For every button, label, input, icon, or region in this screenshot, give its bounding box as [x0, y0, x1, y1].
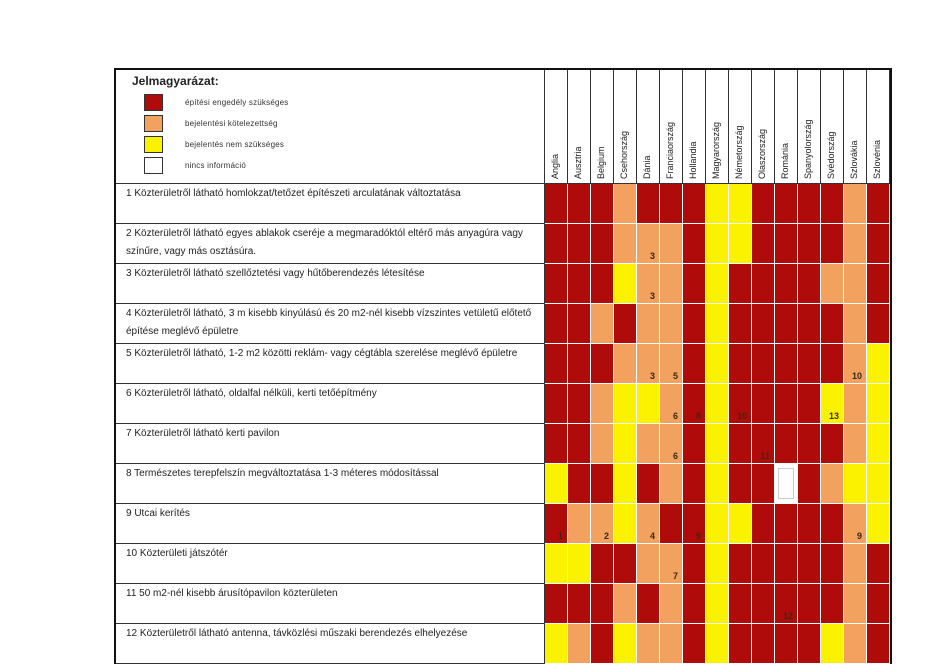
- status-cell: [798, 344, 821, 384]
- status-cell: [706, 344, 729, 384]
- country-label: Anglia: [550, 153, 560, 179]
- status-cell: [729, 264, 752, 304]
- status-cell: [545, 544, 568, 584]
- status-cell: [821, 504, 844, 544]
- status-cell: [775, 504, 798, 544]
- country-header: [545, 70, 568, 184]
- status-cell: [683, 624, 706, 664]
- status-cell: [660, 384, 683, 424]
- status-cell: [844, 464, 867, 504]
- row-label: 5 Közterületről látható, 1-2 m2 közötti reklám- vagy cégtábla szerelése meglévő épületre: [116, 344, 545, 384]
- status-cell: [660, 584, 683, 624]
- status-cell: [637, 224, 660, 264]
- status-cell: [752, 344, 775, 384]
- regulation-matrix-table: [114, 68, 892, 664]
- status-cell: [821, 464, 844, 504]
- status-cell: [568, 464, 591, 504]
- country-label: Dánia: [642, 155, 652, 179]
- country-header: [568, 70, 591, 184]
- status-cell: [844, 424, 867, 464]
- status-cell: [729, 504, 752, 544]
- status-cell: [683, 264, 706, 304]
- status-cell: [591, 384, 614, 424]
- status-cell: [614, 584, 637, 624]
- row-label: 8 Természetes terepfelszín megváltoztatása 1-3 méteres módosítással: [116, 464, 545, 504]
- status-cell: [660, 264, 683, 304]
- status-cell: [591, 544, 614, 584]
- status-cell: [637, 344, 660, 384]
- status-cell: [844, 384, 867, 424]
- status-cell: [867, 184, 890, 224]
- footnote-number: 10: [851, 371, 862, 381]
- status-cell: [844, 504, 867, 544]
- country-label: Hollandia: [688, 141, 698, 179]
- status-cell: [821, 184, 844, 224]
- footnote-number: 2: [603, 531, 609, 541]
- status-cell: [614, 544, 637, 584]
- status-cell: [545, 264, 568, 304]
- status-cell: [775, 304, 798, 344]
- legend-item: [144, 113, 538, 134]
- country-header: [798, 70, 821, 184]
- status-cell: [821, 424, 844, 464]
- status-cell: [867, 264, 890, 304]
- status-cell: [545, 624, 568, 664]
- legend-label: bejelentés nem szükséges: [185, 140, 285, 149]
- status-cell: [752, 464, 775, 504]
- status-cell: [591, 304, 614, 344]
- footnote-number: 9: [695, 531, 701, 541]
- status-cell: [545, 224, 568, 264]
- status-cell: [706, 304, 729, 344]
- status-cell: [775, 384, 798, 424]
- status-cell: [706, 384, 729, 424]
- status-cell: [867, 224, 890, 264]
- status-cell: [798, 624, 821, 664]
- status-cell: [683, 184, 706, 224]
- legend-swatch: [144, 157, 163, 174]
- status-cell: [637, 464, 660, 504]
- status-cell: [798, 584, 821, 624]
- status-cell: [798, 504, 821, 544]
- status-cell: [775, 544, 798, 584]
- country-header: [729, 70, 752, 184]
- row-label: 1 Közterületről látható homlokzat/tetőzet építészeti arculatának változtatása: [116, 184, 545, 224]
- legend-item: [144, 92, 538, 113]
- country-header: [683, 70, 706, 184]
- row-label: 3 Közterületről látható szellőztetési vagy hűtőberendezés létesítése: [116, 264, 545, 304]
- status-cell: [614, 504, 637, 544]
- country-header: [867, 70, 890, 184]
- row-label: 7 Közterületről látható kerti pavilon: [116, 424, 545, 464]
- status-cell: [706, 464, 729, 504]
- status-cell: [867, 544, 890, 584]
- footnote-number: 3: [649, 251, 655, 261]
- status-cell: [729, 424, 752, 464]
- status-cell: [798, 184, 821, 224]
- footnote-number: 1: [557, 531, 563, 541]
- status-cell: [798, 264, 821, 304]
- footnote-number: 7: [672, 571, 678, 581]
- country-label: Svédország: [826, 131, 836, 179]
- status-cell: [867, 424, 890, 464]
- status-cell: [660, 624, 683, 664]
- status-cell: [591, 264, 614, 304]
- status-cell: [821, 224, 844, 264]
- row-label: 6 Közterületről látható, oldalfal nélküli, kerti tetőépítmény: [116, 384, 545, 424]
- status-cell: [545, 424, 568, 464]
- status-cell: [867, 464, 890, 504]
- status-cell: [729, 304, 752, 344]
- status-cell: [729, 464, 752, 504]
- status-cell: [706, 584, 729, 624]
- status-cell: [614, 424, 637, 464]
- status-cell: [844, 584, 867, 624]
- status-cell: [568, 624, 591, 664]
- country-label: Franciaország: [665, 121, 675, 179]
- status-cell: [637, 504, 660, 544]
- legend: [116, 70, 545, 184]
- country-header: [752, 70, 775, 184]
- status-cell: [637, 304, 660, 344]
- status-cell: [660, 184, 683, 224]
- status-cell: [844, 544, 867, 584]
- status-cell: [568, 504, 591, 544]
- status-cell: [844, 344, 867, 384]
- status-cell: [591, 424, 614, 464]
- status-cell: [637, 624, 660, 664]
- status-cell: [821, 584, 844, 624]
- status-cell: [660, 224, 683, 264]
- status-cell: [591, 624, 614, 664]
- status-cell: [752, 584, 775, 624]
- status-cell: [637, 544, 660, 584]
- status-cell: [545, 584, 568, 624]
- status-cell: [729, 344, 752, 384]
- legend-swatch: [144, 94, 163, 111]
- status-cell: [545, 384, 568, 424]
- status-cell: [683, 344, 706, 384]
- footnote-number: 6: [672, 451, 678, 461]
- footnote-number: 10: [736, 411, 747, 421]
- status-cell: [568, 344, 591, 384]
- status-cell: [568, 584, 591, 624]
- status-cell: [821, 344, 844, 384]
- status-cell: [591, 184, 614, 224]
- country-header: [775, 70, 798, 184]
- status-cell: [591, 344, 614, 384]
- legend-label: bejelentési kötelezettség: [185, 119, 278, 128]
- footnote-number: 4: [649, 531, 655, 541]
- status-cell: [821, 264, 844, 304]
- status-cell: [706, 624, 729, 664]
- row-label: 12 Közterületről látható antenna, távközlési műszaki berendezés elhelyezése: [116, 624, 545, 664]
- status-cell: [614, 464, 637, 504]
- country-header: [614, 70, 637, 184]
- status-cell: [798, 384, 821, 424]
- status-cell: [614, 624, 637, 664]
- row-label: 9 Utcai kerítés: [116, 504, 545, 544]
- status-cell: [844, 264, 867, 304]
- row-label: 10 Közterületi játszótér: [116, 544, 545, 584]
- country-label: Szlovénia: [872, 139, 882, 179]
- country-label: Szlovákia: [849, 140, 859, 179]
- legend-swatch: [144, 115, 163, 132]
- legend-item: [144, 155, 538, 176]
- status-cell: [545, 304, 568, 344]
- status-cell: [752, 304, 775, 344]
- status-cell: [568, 264, 591, 304]
- status-cell: [821, 304, 844, 344]
- status-cell: [683, 464, 706, 504]
- legend-label: építési engedély szükséges: [185, 98, 289, 107]
- status-cell: [798, 544, 821, 584]
- status-cell: [729, 384, 752, 424]
- status-cell: [637, 264, 660, 304]
- status-cell: [568, 304, 591, 344]
- status-cell: [798, 464, 821, 504]
- status-cell: [844, 184, 867, 224]
- status-cell: [545, 504, 568, 544]
- status-cell: [568, 224, 591, 264]
- country-label: Magyarország: [711, 121, 721, 179]
- status-cell: [752, 424, 775, 464]
- status-cell: [660, 304, 683, 344]
- status-cell: [614, 184, 637, 224]
- footnote-number: 3: [649, 371, 655, 381]
- status-cell: [752, 264, 775, 304]
- status-cell: [591, 504, 614, 544]
- status-cell: [729, 624, 752, 664]
- country-label: Románia: [780, 142, 790, 179]
- country-header: [706, 70, 729, 184]
- country-label: Csehország: [619, 130, 629, 179]
- status-cell: [775, 584, 798, 624]
- legend-item: [144, 134, 538, 155]
- status-cell: [798, 304, 821, 344]
- status-cell: [775, 464, 798, 504]
- country-header: [637, 70, 660, 184]
- status-cell: [545, 184, 568, 224]
- status-cell: [683, 544, 706, 584]
- status-cell: [752, 504, 775, 544]
- legend-swatch: [144, 136, 163, 153]
- row-label: 2 Közterületről látható egyes ablakok cseréje a megmaradóktól eltérő más anyagúra vagy színűre, vagy más osztásúra.: [116, 224, 545, 264]
- status-cell: [660, 504, 683, 544]
- status-cell: [729, 584, 752, 624]
- country-label: Spanyolország: [803, 119, 813, 179]
- status-cell: [614, 264, 637, 304]
- status-cell: [660, 424, 683, 464]
- country-header: [591, 70, 614, 184]
- status-cell: [660, 544, 683, 584]
- country-label: Ausztria: [573, 146, 583, 179]
- status-cell: [683, 504, 706, 544]
- status-cell: [637, 184, 660, 224]
- status-cell: [729, 184, 752, 224]
- status-cell: [637, 584, 660, 624]
- status-cell: [867, 304, 890, 344]
- status-cell: [752, 544, 775, 584]
- status-cell: [706, 264, 729, 304]
- footnote-number: 3: [649, 291, 655, 301]
- footnote-number: 11: [760, 451, 770, 461]
- status-cell: [867, 384, 890, 424]
- footnote-number: 8: [695, 411, 701, 421]
- status-cell: [821, 624, 844, 664]
- status-cell: [614, 304, 637, 344]
- status-cell: [775, 224, 798, 264]
- status-cell: [591, 464, 614, 504]
- status-cell: [568, 544, 591, 584]
- status-cell: [752, 184, 775, 224]
- status-cell: [775, 184, 798, 224]
- country-label: Belgium: [596, 146, 606, 179]
- status-cell: [683, 584, 706, 624]
- status-cell: [706, 424, 729, 464]
- status-cell: [614, 344, 637, 384]
- status-cell: [568, 184, 591, 224]
- status-cell: [844, 624, 867, 664]
- footnote-number: 12: [782, 611, 793, 621]
- status-cell: [591, 584, 614, 624]
- status-cell: [614, 384, 637, 424]
- status-cell: [660, 344, 683, 384]
- status-cell: [683, 384, 706, 424]
- status-cell: [591, 224, 614, 264]
- country-header: [821, 70, 844, 184]
- footnote-number: 13: [828, 411, 839, 421]
- status-cell: [844, 224, 867, 264]
- status-cell: [637, 384, 660, 424]
- status-cell: [545, 464, 568, 504]
- status-cell: [752, 224, 775, 264]
- status-cell: [683, 224, 706, 264]
- status-cell: [729, 224, 752, 264]
- status-cell: [867, 344, 890, 384]
- status-cell: [798, 424, 821, 464]
- country-header: [660, 70, 683, 184]
- country-label: Németország: [734, 125, 744, 179]
- status-cell: [545, 344, 568, 384]
- legend-title: Jelmagyarázat:: [132, 74, 219, 88]
- status-cell: [683, 424, 706, 464]
- status-cell: [568, 424, 591, 464]
- country-header: [844, 70, 867, 184]
- status-cell: [775, 264, 798, 304]
- status-cell: [752, 384, 775, 424]
- status-cell: [867, 624, 890, 664]
- status-cell: [844, 304, 867, 344]
- status-cell: [706, 184, 729, 224]
- status-cell: [706, 544, 729, 584]
- footnote-number: 6: [672, 411, 678, 421]
- footnote-number: 5: [672, 371, 678, 381]
- row-label: 4 Közterületről látható, 3 m kisebb kinyúlású és 20 m2-nél kisebb vízszintes vetületű előtető építése meglévő épületre: [116, 304, 545, 344]
- status-cell: [568, 384, 591, 424]
- status-cell: [614, 224, 637, 264]
- status-cell: [821, 384, 844, 424]
- status-cell: [775, 624, 798, 664]
- legend-label: nincs információ: [185, 161, 247, 170]
- status-cell: [660, 464, 683, 504]
- status-cell: [729, 544, 752, 584]
- status-cell: [706, 504, 729, 544]
- status-cell: [821, 544, 844, 584]
- status-cell: [637, 424, 660, 464]
- status-cell: [752, 624, 775, 664]
- footnote-number: 9: [856, 531, 862, 541]
- status-cell: [867, 584, 890, 624]
- status-cell: [775, 424, 798, 464]
- status-cell: [775, 344, 798, 384]
- status-cell: [798, 224, 821, 264]
- country-label: Olaszország: [757, 128, 767, 179]
- status-cell: [867, 504, 890, 544]
- status-cell: [706, 224, 729, 264]
- row-label: 11 50 m2-nél kisebb árusítópavilon közterületen: [116, 584, 545, 624]
- status-cell: [683, 304, 706, 344]
- no-info-box: [778, 468, 794, 499]
